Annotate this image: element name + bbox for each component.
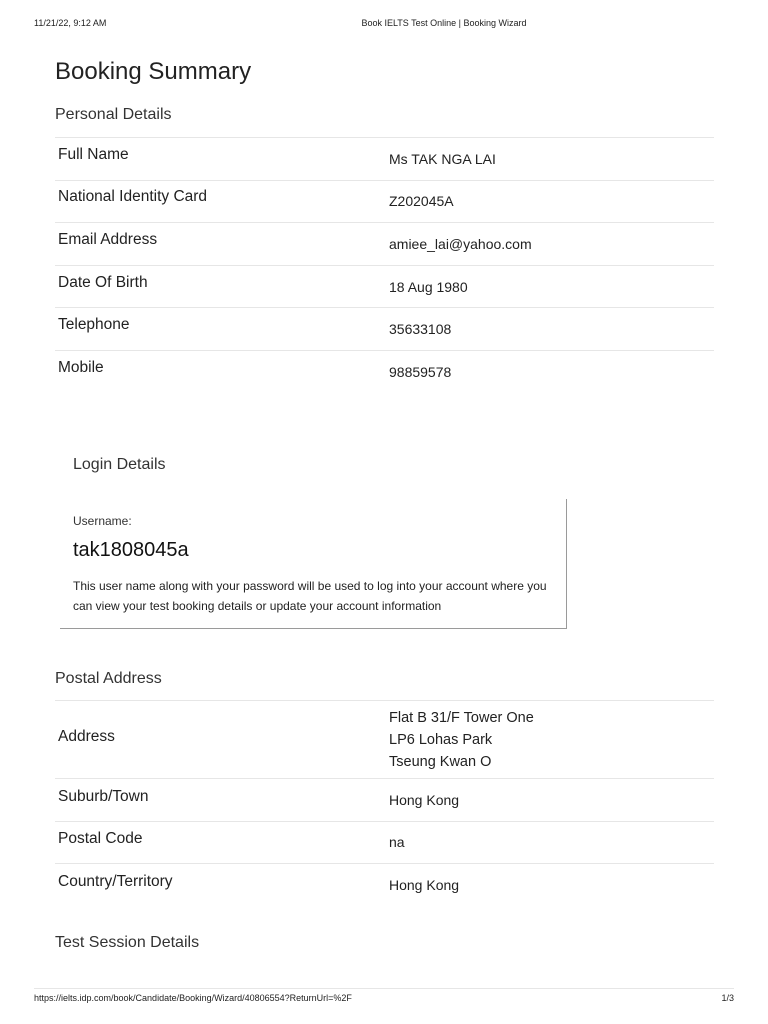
print-header xyxy=(0,18,768,32)
date-of-birth-value: 18 Aug 1980 xyxy=(389,278,468,295)
username-value: tak1808045a xyxy=(73,539,189,561)
username-label: Username: xyxy=(73,514,132,528)
print-datetime: 11/21/22, 9:12 AM xyxy=(34,18,107,28)
test-session-details-heading: Test Session Details xyxy=(55,934,200,951)
email-row xyxy=(55,223,714,266)
postal-code-row xyxy=(55,821,714,864)
page-title: Booking Summary xyxy=(55,58,252,85)
suburb-town-value: Hong Kong xyxy=(389,791,460,808)
full-name-label: Full Name xyxy=(58,145,129,163)
country-territory-row xyxy=(55,864,714,907)
personal-details-heading: Personal Details xyxy=(55,106,172,123)
page-number: 1/3 xyxy=(721,993,734,1003)
address-line-2: LP6 Lohas Park xyxy=(389,731,493,748)
suburb-town-label: Suburb/Town xyxy=(58,787,149,805)
address-value xyxy=(389,701,714,779)
print-url: https://ielts.idp.com/book/Candidate/Booking/Wizard/40806554?ReturnUrl=%2F xyxy=(34,993,352,1003)
address-row xyxy=(55,701,714,779)
address-line-3: Tseung Kwan O xyxy=(389,753,492,770)
print-page-title: Book IELTS Test Online | Booking Wizard xyxy=(361,18,527,28)
suburb-town-row xyxy=(55,779,714,822)
postal-code-label: Postal Code xyxy=(58,830,143,848)
postal-address-heading: Postal Address xyxy=(55,670,162,687)
postal-code-value: na xyxy=(389,834,405,851)
print-footer xyxy=(34,988,734,1009)
telephone-value: 35633108 xyxy=(389,321,452,338)
national-id-label: National Identity Card xyxy=(58,188,208,206)
full-name-row xyxy=(55,138,714,181)
national-id-row xyxy=(55,180,714,223)
postal-address-table xyxy=(55,700,714,906)
address-label: Address xyxy=(58,727,115,745)
telephone-row xyxy=(55,308,714,351)
address-line-1: Flat B 31/F Tower One xyxy=(389,709,534,726)
username-note: This user name along with your password will be used to log into your account where you can view your test booking details or update your account information xyxy=(73,579,547,613)
date-of-birth-label: Date Of Birth xyxy=(58,273,148,291)
country-territory-label: Country/Territory xyxy=(58,873,173,890)
mobile-value: 98859578 xyxy=(389,364,452,381)
login-details-box xyxy=(60,499,567,629)
personal-details-table xyxy=(55,137,714,393)
login-details-heading: Login Details xyxy=(73,456,166,473)
date-of-birth-row xyxy=(55,265,714,308)
mobile-label: Mobile xyxy=(58,359,104,377)
full-name-value: Ms TAK NGA LAI xyxy=(389,150,496,167)
mobile-row xyxy=(55,350,714,393)
national-id-value: Z202045A xyxy=(389,193,454,210)
email-value: amiee_lai@yahoo.com xyxy=(389,235,532,252)
email-label: Email Address xyxy=(58,230,158,248)
country-territory-value: Hong Kong xyxy=(389,877,460,893)
telephone-label: Telephone xyxy=(58,316,130,334)
